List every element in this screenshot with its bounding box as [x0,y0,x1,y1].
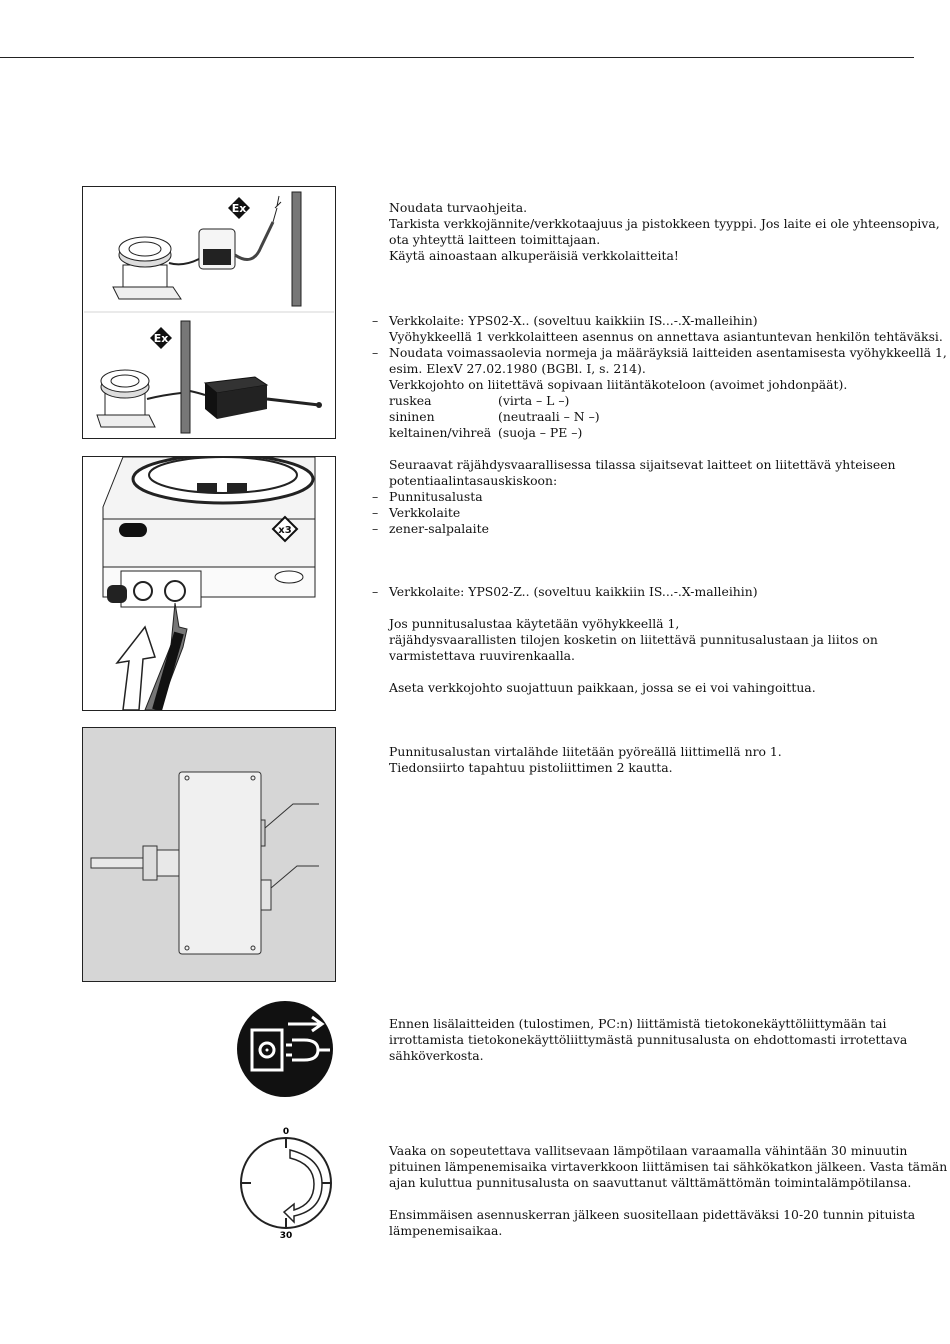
text-line: Tarkista verkkojännite/verkkotaajuus ja pistokkeen tyyppi. Jos laite ei ole yhteensopiva, [389,216,940,231]
text-line: Punnitusalustan virtalähde liitetään pyöreällä liittimellä nro 1. [389,744,782,759]
wire-row: sininen (neutraali – N –) [389,409,600,424]
wire-row: keltainen/vihreä (suoja – PE –) [389,425,583,440]
list-item: – Verkkolaite: YPS02-X.. (soveltuu kaikkiin IS...-.X-malleihin) [372,313,758,328]
text-line: irrottamista tietokonekäyttöliittymästä punnitusalusta on ehdottomasti irrotettava [389,1032,908,1047]
text-line: esim. ElexV 27.02.1980 (BGBl. I, s. 214). [389,361,646,376]
text-line: ajan kuluttua punnitusalusta on saavuttanut välttämättömän toimintalämpötilansa. [389,1175,912,1190]
text-line: Seuraavat räjähdysvaarallisessa tilassa sijaitsevat laitteet on liitettävä yhteiseen [389,457,896,472]
list-item: – Punnitusalusta [372,489,483,504]
text-line: Tiedonsiirto tapahtuu pistoliittimen 2 kautta. [389,760,673,775]
figure-ex-installation [82,186,336,439]
unplug-warning-icon [236,1000,334,1098]
list-item: – Verkkolaite: YPS02-Z.. (soveltuu kaikkiin IS...-.X-malleihin) [372,584,758,599]
text-line: potentiaalintasauskiskoon: [389,473,558,488]
list-item: – Verkkolaite [372,505,461,520]
section-potential-equalisation [372,457,912,537]
figure-scale-connector [82,456,336,711]
text-line: Vyöhykkeellä 1 verkkolaitteen asennus on annettava asiantuntevan henkilön tehtäväksi. [389,329,943,344]
text-line: varmistettava ruuvirenkaalla. [389,648,575,663]
text-line: Aseta verkkojohto suojattuun paikkaan, jossa se ei voi vahingoittua. [389,680,816,695]
ex-hazard-icon [150,327,172,349]
ex-hazard-icon [228,197,250,219]
section-power-supply [372,313,947,441]
svg-text:Ex: Ex [231,202,247,215]
svg-text:30: 30 [279,1231,293,1241]
section-connectors [372,744,912,776]
text-line: lämpenemisaikaa. [389,1223,503,1238]
text-line: Noudata turvaohjeita. [389,200,528,215]
text-line: Verkkojohto on liitettävä sopivaan liitäntäkoteloon (avoimet johdonpäät). [389,377,848,392]
text-line: Jos punnitusalustaa käytetään vyöhykkeellä 1, [389,616,680,631]
section-disconnect-warning [372,1016,912,1064]
text-line: räjähdysvaarallisten tilojen kosketin on liitettävä punnitusalustaan ja liitos on [389,632,878,647]
text-line: sähköverkosta. [389,1048,484,1063]
section-mains-safety [372,200,940,264]
section-warmup [372,1143,948,1239]
header-rule [0,57,914,58]
text-line: Vaaka on sopeutettava vallitsevaan lämpötilaan varaamalla vähintään 30 minuutin [389,1143,908,1158]
text-line: pituinen lämpenemisaika virtaverkkoon liittämisen tai sähkökatkon jälkeen. Vasta tämän [389,1159,948,1174]
text-line: Ensimmäisen asennuskerran jälkeen suositellaan pidettäväksi 10-20 tunnin pituista [389,1207,916,1222]
list-item: – zener-salpalaite [372,521,489,536]
figure-connector-plate [82,727,336,982]
text-line: Ennen lisälaitteiden (tulostimen, PC:n) liittämistä tietokonekäyttöliittymään tai [389,1016,887,1031]
wire-row: ruskea (virta – L –) [389,393,570,408]
warmup-clock-icon [236,1124,336,1242]
section-zone1 [372,584,912,696]
text-line: ota yhteyttä laitteen toimittajaan. [389,232,601,247]
text-line: Käytä ainoastaan alkuperäisiä verkkolaitteita! [389,248,679,263]
svg-text:Ex: Ex [153,332,169,345]
svg-text:0: 0 [282,1127,290,1137]
svg-text:x3: x3 [278,525,292,536]
list-item: – Noudata voimassaolevia normeja ja määräyksiä laitteiden asentamisesta vyöhykkeellä 1, [372,345,947,360]
